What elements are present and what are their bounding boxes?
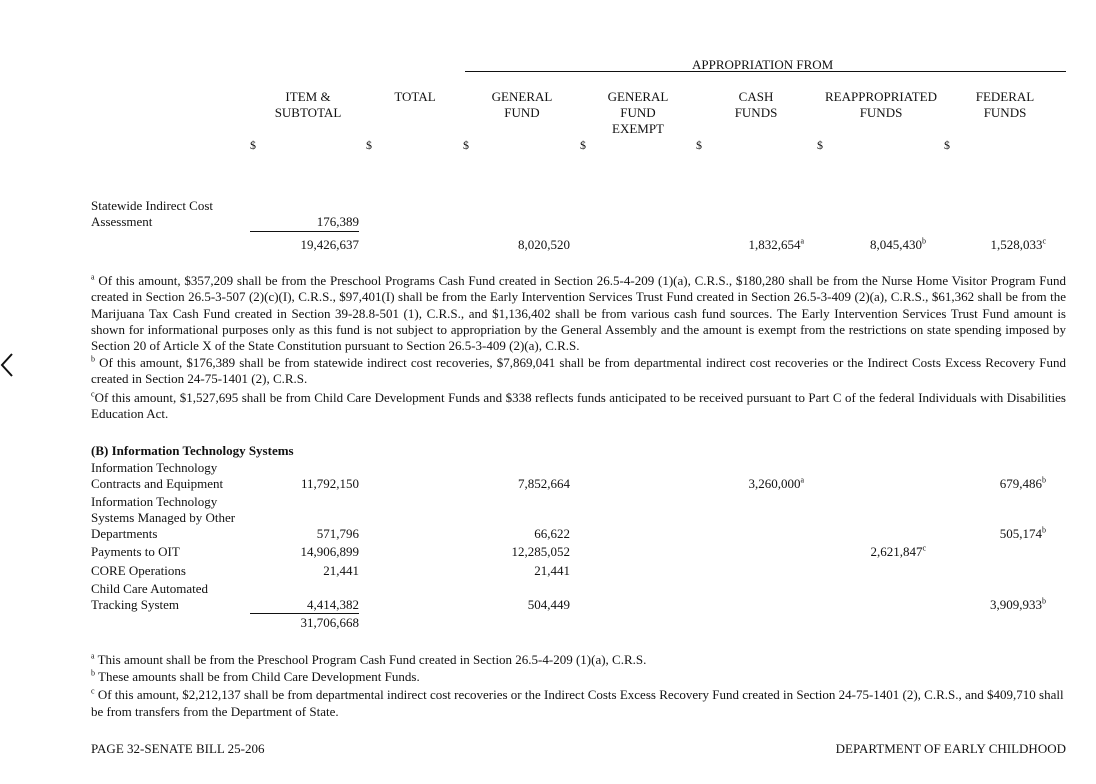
- header-rule: [465, 71, 1066, 72]
- general-fund-value: 8,020,520: [518, 237, 570, 252]
- item-value: 4,414,382: [307, 597, 359, 612]
- dollar-sign: $: [944, 138, 950, 152]
- amount: 679,486: [999, 476, 1042, 491]
- footnote-mark: b: [1042, 525, 1046, 535]
- footnote-text: Of this amount, $357,209 shall be from the Preschool Programs Cash Fund created in Section 26.5-4-209 (1)(a), C.R.S., $180,280 shall be from the Nurse Home Visitor Program Fund created in Section 26.5-3-507 (2)(c)(I), C.R.S., $97,401(I) shall be from the Early Intervention Services Trust Fund created in Section 26.5-3-409 (2)(a), C.R.S., $61,362 shall be from the Marijuana Tax Cash Fund created in Section 39-28.8-501 (1), C.R.S., and $1,136,402 shall be from various cash fund sources. The Early Intervention Services Trust Fund amount is shown for informational purposes only as this fund is not subject to appropriation by the General Assembly and the amount is exempt from the restrictions on state spending imposed by Section 20 of Article X of the State Constitution pursuant to Section 26.5-3-409 (2)(a), C.R.S.: [91, 273, 1066, 354]
- item-value: 14,906,899: [300, 544, 359, 559]
- line-item-value: 176,389: [316, 214, 359, 229]
- footnote-text: Of this amount, $1,527,695 shall be from Child Care Development Funds and $338 reflects funds anticipated to be received pursuant to Part C of the federal Individuals with Disabilities Education Act.: [91, 390, 1066, 422]
- footnote-c: [91, 390, 1066, 423]
- dollar-sign: $: [463, 138, 469, 152]
- amount: 3,260,000: [748, 476, 801, 491]
- col-cash-funds: CASH FUNDS: [734, 89, 778, 120]
- footnote-text: This amount shall be from the Preschool Program Cash Fund created in Section 26.5-4-209 (1)(a), C.R.S.: [97, 652, 647, 667]
- item-value: 21,441: [323, 563, 359, 578]
- dollar-sign: $: [580, 138, 586, 152]
- federal-funds-value: [960, 476, 1046, 492]
- subtotal-value: 31,706,668: [300, 615, 359, 630]
- col-general-fund-exempt: GENERAL FUND EXEMPT: [607, 89, 669, 136]
- row-label: Departments: [91, 526, 158, 541]
- footnote-b: [91, 355, 1066, 388]
- federal-funds-value: [960, 237, 1046, 253]
- amount: 1,528,033: [990, 237, 1043, 252]
- chevron-left-icon[interactable]: [0, 352, 14, 378]
- row-label: Information Technology: [91, 460, 218, 475]
- col-reappropriated-funds: REAPPROPRIATED FUNDS: [825, 89, 937, 120]
- dollar-sign: $: [366, 138, 372, 152]
- line-item-label: Statewide Indirect Cost: [91, 198, 214, 213]
- federal-funds-value: [960, 597, 1046, 613]
- amount: 3,909,933: [990, 597, 1042, 612]
- cash-funds-value: [700, 237, 804, 253]
- item-value: 11,792,150: [300, 476, 359, 491]
- footnote-mark: a: [800, 475, 804, 485]
- footnote-mark: b: [91, 354, 95, 364]
- footnote-text: Of this amount, $2,212,137 shall be from departmental indirect cost recoveries or the Indirect Costs Excess Recovery Fund created in Section 24-75-1401 (2), C.R.S., and $409,710 shall be from transfers from the Department of State.: [91, 687, 1064, 719]
- col-total: TOTAL: [394, 89, 436, 104]
- general-fund-value: 66,622: [534, 526, 570, 541]
- footnote-mark: a: [800, 236, 804, 246]
- amount: 2,621,847: [870, 544, 923, 559]
- row-label: Contracts and Equipment: [91, 476, 224, 491]
- dollar-sign: $: [817, 138, 823, 152]
- footnote-c: [91, 686, 1066, 720]
- cash-funds-value: [700, 476, 804, 492]
- section-title: (B) Information Technology Systems: [91, 443, 294, 458]
- general-fund-value: 21,441: [534, 563, 570, 578]
- footnote-a: [91, 651, 1066, 668]
- general-fund-value: 7,852,664: [518, 476, 570, 491]
- federal-funds-value: [960, 526, 1046, 542]
- page-footer-right: DEPARTMENT OF EARLY CHILDHOOD: [835, 741, 1066, 756]
- footnote-text: These amounts shall be from Child Care Development Funds.: [98, 669, 420, 684]
- line-item-label: Assessment: [91, 214, 153, 229]
- row-label: CORE Operations: [91, 563, 186, 578]
- dollar-sign: $: [250, 138, 256, 152]
- col-federal-funds: FEDERAL FUNDS: [975, 89, 1035, 120]
- footnote-mark: b: [1042, 475, 1046, 485]
- footnote-mark: c: [91, 686, 95, 696]
- footnote-mark: c: [1042, 236, 1046, 246]
- page-footer-left: PAGE 32-SENATE BILL 25-206: [91, 741, 265, 756]
- dollar-sign: $: [696, 138, 702, 152]
- row-label: Information Technology: [91, 494, 218, 509]
- reappropriated-funds-value: [830, 237, 926, 253]
- footnote-mark: b: [1042, 596, 1046, 606]
- footnote-text: Of this amount, $176,389 shall be from statewide indirect cost recoveries, $7,869,041 shall be from departmental indirect cost recoveries or the Indirect Costs Excess Recovery Fund created in Section 24-75-1401 (2), C.R.S.: [91, 355, 1066, 387]
- subtotal-rule: [250, 613, 359, 614]
- amount: 8,045,430: [870, 237, 922, 252]
- footnote-mark: b: [91, 668, 95, 678]
- row-label: Payments to OIT: [91, 544, 180, 559]
- amount: 505,174: [999, 526, 1042, 541]
- appropriation-from-heading: APPROPRIATION FROM: [692, 57, 834, 72]
- col-item-subtotal: ITEM & SUBTOTAL: [274, 89, 342, 120]
- footnote-mark: c: [922, 543, 926, 553]
- footnote-a: [91, 273, 1066, 354]
- row-label: Systems Managed by Other: [91, 510, 236, 525]
- amount: 1,832,654: [748, 237, 801, 252]
- row-label: Child Care Automated: [91, 581, 208, 596]
- general-fund-value: 504,449: [527, 597, 570, 612]
- footnote-mark: a: [91, 651, 95, 661]
- footnote-mark: a: [91, 272, 95, 282]
- reappropriated-funds-value: [830, 544, 926, 560]
- col-general-fund: GENERAL FUND: [491, 89, 553, 120]
- subtotal-rule: [250, 231, 359, 232]
- footnote-mark: b: [922, 236, 926, 246]
- general-fund-value: 12,285,052: [511, 544, 570, 559]
- footnote-mark: c: [91, 389, 95, 399]
- row-label: Tracking System: [91, 597, 179, 612]
- item-value: 571,796: [316, 526, 359, 541]
- footnote-b: [91, 668, 1066, 685]
- subtotal-value: 19,426,637: [300, 237, 359, 252]
